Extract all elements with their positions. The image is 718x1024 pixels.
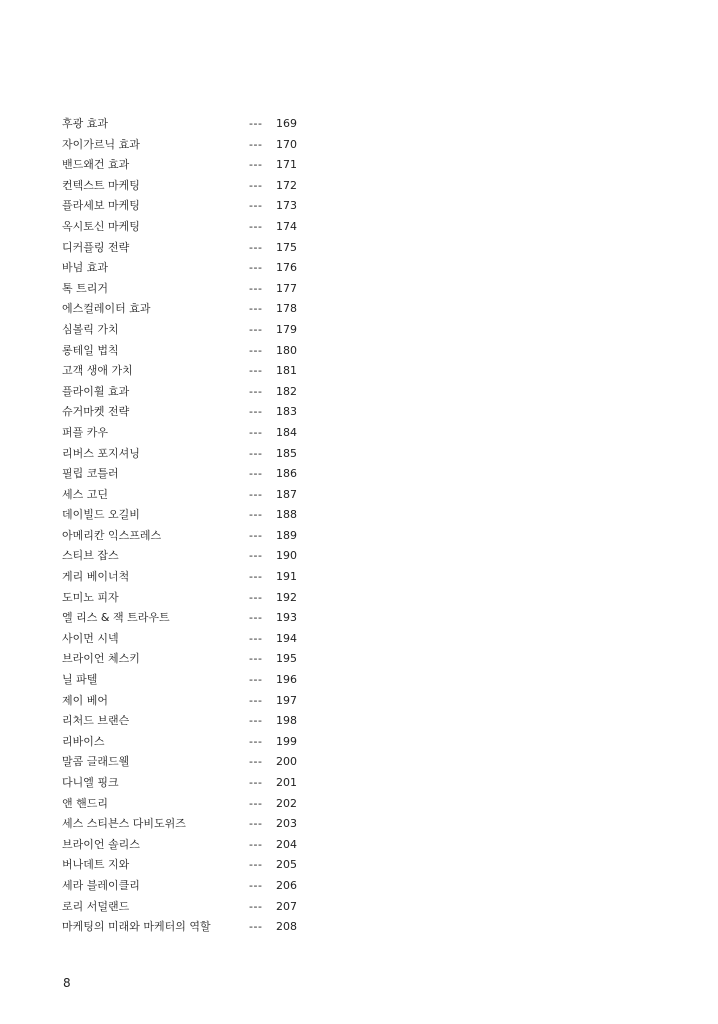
toc-leader-dashes: --- (249, 899, 263, 913)
toc-leader-dashes: --- (249, 322, 263, 336)
toc-entry-page: 187 (276, 487, 297, 501)
toc-leader-dashes: --- (249, 487, 263, 501)
toc-entry (62, 629, 312, 650)
toc-entry-title: 브라이언 체스키 (62, 652, 140, 666)
toc-entry-title: 플라세보 마케팅 (62, 199, 140, 213)
toc-entry (62, 794, 312, 815)
toc-entry-page: 197 (276, 693, 297, 707)
toc-leader-dashes: --- (249, 817, 263, 831)
toc-entry (62, 238, 312, 259)
toc-entry (62, 505, 312, 526)
toc-leader-dashes: --- (249, 281, 263, 295)
toc-entry (62, 299, 312, 320)
toc-entry (62, 814, 312, 835)
toc-entry (62, 855, 312, 876)
toc-leader-dashes: --- (249, 611, 263, 625)
toc-entry (62, 279, 312, 300)
toc-entry-page: 206 (276, 878, 297, 892)
toc-entry-page: 198 (276, 714, 297, 728)
toc-leader-dashes: --- (249, 467, 263, 481)
toc-entry-page: 174 (276, 219, 297, 233)
toc-leader-dashes: --- (249, 776, 263, 789)
toc-leader-dashes: --- (249, 240, 263, 254)
toc-entry-title: 세스 고딘 (62, 487, 109, 501)
toc-leader-dashes: --- (249, 549, 263, 563)
toc-leader-dashes: --- (249, 837, 263, 851)
toc-entry-page: 194 (276, 631, 297, 645)
toc-entry-page: 191 (276, 570, 297, 584)
toc-entry-page: 180 (276, 343, 297, 357)
toc-entry (62, 670, 312, 691)
toc-leader-dashes: --- (249, 178, 263, 192)
toc-entry-title: 스티브 잡스 (62, 549, 119, 563)
toc-entry-title: 옥시토신 마케팅 (62, 219, 140, 233)
toc-entry-title: 자이가르닉 효과 (62, 137, 140, 151)
toc-entry-page: 193 (276, 611, 297, 625)
toc-leader-dashes: --- (249, 219, 263, 233)
toc-entry-page: 202 (276, 796, 297, 810)
table-of-contents (62, 114, 312, 938)
toc-entry-title: 리바이스 (62, 734, 105, 748)
toc-leader-dashes: --- (249, 878, 263, 892)
toc-entry-page: 178 (276, 302, 297, 316)
toc-leader-dashes: --- (249, 199, 263, 213)
toc-entry-page: 207 (276, 899, 297, 913)
toc-entry-title: 브라이언 솔리스 (62, 837, 140, 851)
toc-entry-title: 롱테일 법칙 (62, 343, 119, 357)
toc-entry-page: 186 (276, 467, 297, 481)
toc-entry (62, 608, 312, 629)
toc-entry-page: 201 (276, 776, 297, 789)
toc-entry (62, 155, 312, 176)
toc-entry-page: 170 (276, 137, 297, 151)
toc-entry (62, 773, 312, 794)
toc-entry-page: 169 (276, 117, 297, 130)
toc-entry (62, 835, 312, 856)
toc-entry-page: 181 (276, 364, 297, 378)
toc-entry-title: 제이 베어 (62, 693, 109, 707)
toc-leader-dashes: --- (249, 302, 263, 316)
toc-entry (62, 382, 312, 403)
toc-entry-title: 게리 베이너척 (62, 570, 130, 584)
toc-entry-page: 196 (276, 673, 297, 687)
toc-leader-dashes: --- (249, 343, 263, 357)
toc-entry (62, 691, 312, 712)
toc-entry-page: 192 (276, 590, 297, 604)
toc-entry-page: 176 (276, 261, 297, 275)
toc-entry-title: 디커플링 전략 (62, 240, 130, 254)
toc-entry-title: 데이빌드 오길비 (62, 508, 140, 522)
toc-leader-dashes: --- (249, 425, 263, 439)
toc-leader-dashes: --- (249, 364, 263, 378)
toc-leader-dashes: --- (249, 858, 263, 872)
toc-entry (62, 711, 312, 732)
toc-entry (62, 444, 312, 465)
toc-entry-title: 리버스 포지셔닝 (62, 446, 140, 460)
toc-leader-dashes: --- (249, 796, 263, 810)
toc-entry-title: 아메리칸 익스프레스 (62, 528, 162, 542)
toc-entry-page: 190 (276, 549, 297, 563)
toc-leader-dashes: --- (249, 714, 263, 728)
toc-entry-title: 컨텍스트 마케팅 (62, 178, 140, 192)
toc-entry (62, 114, 312, 135)
toc-entry (62, 320, 312, 341)
toc-entry (62, 897, 312, 918)
toc-entry (62, 402, 312, 423)
toc-leader-dashes: --- (249, 117, 263, 130)
toc-entry-page: 173 (276, 199, 297, 213)
toc-entry-title: 고객 생애 가치 (62, 364, 133, 378)
toc-entry-title: 세라 블레이클리 (62, 878, 140, 892)
toc-entry-page: 189 (276, 528, 297, 542)
toc-entry-title: 슈거마켓 전략 (62, 405, 130, 419)
toc-entry-page: 188 (276, 508, 297, 522)
toc-entry-title: 도미노 피자 (62, 590, 119, 604)
toc-entry-title: 마케팅의 미래와 마케터의 역할 (62, 920, 211, 934)
toc-entry (62, 917, 312, 938)
toc-entry-page: 171 (276, 158, 297, 172)
toc-entry-title: 버나데트 지와 (62, 858, 130, 872)
toc-entry-page: 179 (276, 322, 297, 336)
toc-entry-page: 172 (276, 178, 297, 192)
toc-leader-dashes: --- (249, 734, 263, 748)
toc-entry-page: 205 (276, 858, 297, 872)
toc-entry (62, 341, 312, 362)
toc-entry-page: 185 (276, 446, 297, 460)
toc-entry-page: 175 (276, 240, 297, 254)
toc-leader-dashes: --- (249, 570, 263, 584)
toc-entry-page: 204 (276, 837, 297, 851)
toc-entry-title: 후광 효과 (62, 117, 109, 130)
toc-entry (62, 752, 312, 773)
toc-entry-title: 로리 서덜랜드 (62, 899, 130, 913)
toc-entry (62, 485, 312, 506)
toc-entry-title: 밴드왜건 효과 (62, 158, 130, 172)
toc-entry-page: 184 (276, 425, 297, 439)
toc-leader-dashes: --- (249, 673, 263, 687)
toc-entry-title: 말콤 글래드웰 (62, 755, 130, 769)
toc-entry-page: 195 (276, 652, 297, 666)
toc-entry (62, 196, 312, 217)
toc-entry-title: 리처드 브랜슨 (62, 714, 130, 728)
toc-entry-title: 앤 핸드리 (62, 796, 109, 810)
toc-leader-dashes: --- (249, 261, 263, 275)
toc-leader-dashes: --- (249, 528, 263, 542)
toc-entry-title: 필립 코틀러 (62, 467, 119, 481)
toc-entry (62, 567, 312, 588)
toc-leader-dashes: --- (249, 158, 263, 172)
toc-entry-title: 세스 스티븐스 다비도위즈 (62, 817, 186, 831)
toc-entry-title: 플라이휠 효과 (62, 384, 130, 398)
toc-leader-dashes: --- (249, 508, 263, 522)
toc-entry-title: 퍼플 카우 (62, 425, 109, 439)
toc-entry-title: 다니엘 핑크 (62, 776, 119, 789)
toc-entry (62, 732, 312, 753)
toc-leader-dashes: --- (249, 693, 263, 707)
toc-entry-title: 바넘 효과 (62, 261, 109, 275)
toc-entry (62, 588, 312, 609)
toc-entry-page: 199 (276, 734, 297, 748)
toc-entry-page: 200 (276, 755, 297, 769)
toc-entry-title: 에스컬레이터 효과 (62, 302, 151, 316)
toc-leader-dashes: --- (249, 384, 263, 398)
toc-entry-title: 엘 리스 & 잭 트라우트 (62, 611, 170, 625)
toc-entry (62, 649, 312, 670)
page-number: 8 (63, 976, 71, 990)
toc-leader-dashes: --- (249, 446, 263, 460)
toc-entry (62, 361, 312, 382)
toc-entry (62, 546, 312, 567)
toc-leader-dashes: --- (249, 590, 263, 604)
toc-entry (62, 464, 312, 485)
toc-entry-title: 닐 파텔 (62, 673, 98, 687)
toc-entry-title: 심볼릭 가치 (62, 322, 119, 336)
toc-leader-dashes: --- (249, 631, 263, 645)
toc-entry-page: 208 (276, 920, 297, 934)
toc-entry-page: 183 (276, 405, 297, 419)
toc-entry (62, 423, 312, 444)
toc-entry (62, 258, 312, 279)
toc-entry-page: 177 (276, 281, 297, 295)
toc-entry (62, 876, 312, 897)
toc-entry (62, 176, 312, 197)
toc-leader-dashes: --- (249, 652, 263, 666)
toc-leader-dashes: --- (249, 920, 263, 934)
toc-entry (62, 135, 312, 156)
toc-leader-dashes: --- (249, 405, 263, 419)
toc-leader-dashes: --- (249, 755, 263, 769)
toc-entry-page: 203 (276, 817, 297, 831)
toc-leader-dashes: --- (249, 137, 263, 151)
toc-entry (62, 526, 312, 547)
toc-entry (62, 217, 312, 238)
toc-entry-title: 톡 트리거 (62, 281, 109, 295)
toc-entry-title: 사이먼 시넥 (62, 631, 119, 645)
toc-entry-page: 182 (276, 384, 297, 398)
